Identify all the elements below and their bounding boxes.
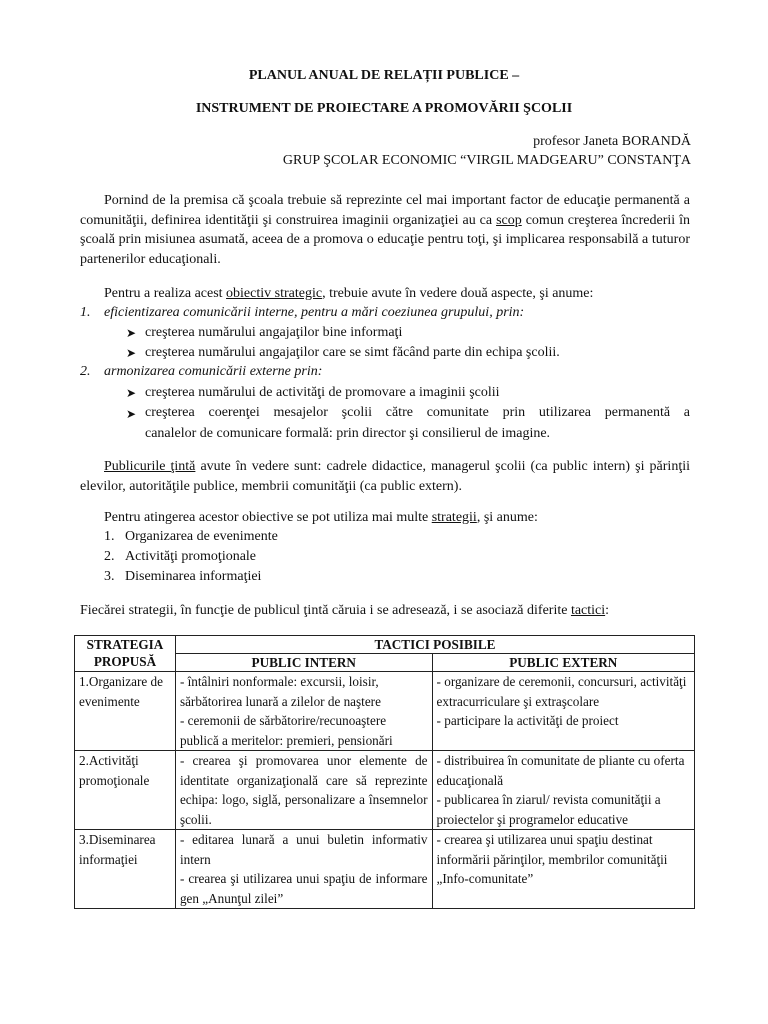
- strategy-item: Activităţi promoţionale: [125, 549, 257, 564]
- table-row: [75, 830, 695, 909]
- bullet-item: creşterea numărului angajaţilor care se simt făcând parte din echipa şcolii.: [145, 345, 560, 360]
- strategy-cell: 3.Diseminarea informaţiei: [75, 830, 176, 909]
- table-header-row: [75, 636, 695, 654]
- strategy-number: 1.: [104, 529, 115, 544]
- strategies-table: [74, 635, 695, 909]
- publics-term: Publicurile ţintă: [104, 459, 196, 474]
- publics-paragraph: Publicurile ţintă avute în vedere sunt: cadrele didactice, managerul şcolii (ca public intern) şi părinţii elevilor, autorităţile publice, membrii comunităţii (ca public extern).: [80, 459, 690, 494]
- internal-cell: - crearea şi promovarea unor elemente de identitate organizaţională care să reprezinte echipa: logo, siglă, personalizare a însemnelor şcolii.: [175, 751, 432, 830]
- header-public-internal: PUBLIC INTERN: [175, 654, 432, 672]
- header-strategy: STRATEGIA PROPUSĂ: [75, 636, 176, 672]
- strategies-term: strategii: [431, 510, 477, 525]
- arrow-bullet-icon: ➤: [126, 346, 137, 360]
- strategy-item: Diseminarea informaţiei: [125, 569, 262, 584]
- strategies-intro: Pentru atingerea acestor obiective se pot utiliza mai multe strategii, şi anume:: [104, 510, 538, 525]
- objective-intro: Pentru a realiza acest obiectiv strategic, trebuie avute în vedere două aspecte, şi anume:: [104, 286, 594, 301]
- external-cell: - distribuirea în comunitate de pliante cu oferta educaţională - publicarea în ziarul/ revista comunităţii a proiectelor şi programelor educative: [432, 751, 694, 830]
- bullet-item: creşterea coerenţei mesajelor şcolii către comunitate prin utilizarea permanentă a: [145, 405, 690, 420]
- external-cell: - crearea şi utilizarea unui spaţiu destinat informării părinţilor, membrilor comunităţii „Info-comunitate”: [432, 830, 694, 909]
- bullet-item-continued: canalelor de comunicare formală: prin director şi consilierul de imagine.: [145, 426, 551, 441]
- internal-cell: - editarea lunară a unui buletin informativ intern - crearea şi utilizarea unui spaţiu de informare gen „Anunţul zilei”: [175, 830, 432, 909]
- aspect-number: 1.: [80, 305, 91, 320]
- arrow-bullet-icon: ➤: [126, 386, 137, 400]
- arrow-bullet-icon: ➤: [126, 407, 137, 421]
- school-line: GRUP ŞCOLAR ECONOMIC “VIRGIL MADGEARU” CONSTANŢA: [282, 153, 691, 168]
- header-public-external: PUBLIC EXTERN: [432, 654, 694, 672]
- strategy-cell: 2.Activităţi promoţionale: [75, 751, 176, 830]
- author-line: profesor Janeta BORANDĂ: [533, 134, 691, 149]
- intro-paragraph: Pornind de la premisa că şcoala trebuie să reprezinte cel mai important factor de educaţie permanentă a comunităţii, definirea identităţii şi construirea imaginii organizaţiei au ca scop comun creşterea încrederii în şcoală prin misiunea asumată, aceea de a promova o educaţie pentru toţi, şi implicarea responsabilă a tuturor partenerilor educaţionali.: [80, 193, 690, 267]
- header-tactics: TACTICI POSIBILE: [175, 636, 694, 654]
- aspect-title: eficientizarea comunicării interne, pentru a mări coeziunea grupului, prin:: [104, 305, 525, 320]
- arrow-bullet-icon: ➤: [126, 326, 137, 340]
- internal-cell: - întâlniri nonformale: excursii, loisir, sărbătorirea lunară a zilelor de naştere - ceremonii de sărbătorire/recunoaştere publică a meritelor: premieri, pensionări: [175, 672, 432, 751]
- strategy-number: 3.: [104, 569, 115, 584]
- tactics-intro: Fiecărei strategii, în funcţie de publicul ţintă căruia i se adresează, i se asociază diferite tactici:: [80, 603, 610, 618]
- objective-term: obiectiv strategic: [226, 286, 323, 301]
- strategy-cell: 1.Organizare de evenimente: [75, 672, 176, 751]
- bullet-item: creşterea numărului angajaţilor bine informaţi: [145, 325, 403, 340]
- strategy-number: 2.: [104, 549, 115, 564]
- document-title: PLANUL ANUAL DE RELAȚII PUBLICE –: [248, 68, 520, 83]
- aspect-number: 2.: [80, 364, 91, 379]
- tactics-term: tactici: [570, 603, 606, 618]
- table-row: [75, 672, 695, 751]
- document-subtitle: INSTRUMENT DE PROIECTARE A PROMOVĂRII ŞCOLII: [195, 101, 573, 116]
- table-row: [75, 751, 695, 830]
- external-cell: - organizare de ceremonii, concursuri, activităţi extracurriculare şi extraşcolare - participare la activităţi de proiect: [432, 672, 694, 751]
- scop-term: scop: [496, 212, 522, 228]
- bullet-item: creşterea numărului de activităţi de promovare a imaginii şcolii: [145, 385, 500, 400]
- aspect-title: armonizarea comunicării externe prin:: [104, 364, 323, 379]
- strategy-item: Organizarea de evenimente: [125, 529, 278, 544]
